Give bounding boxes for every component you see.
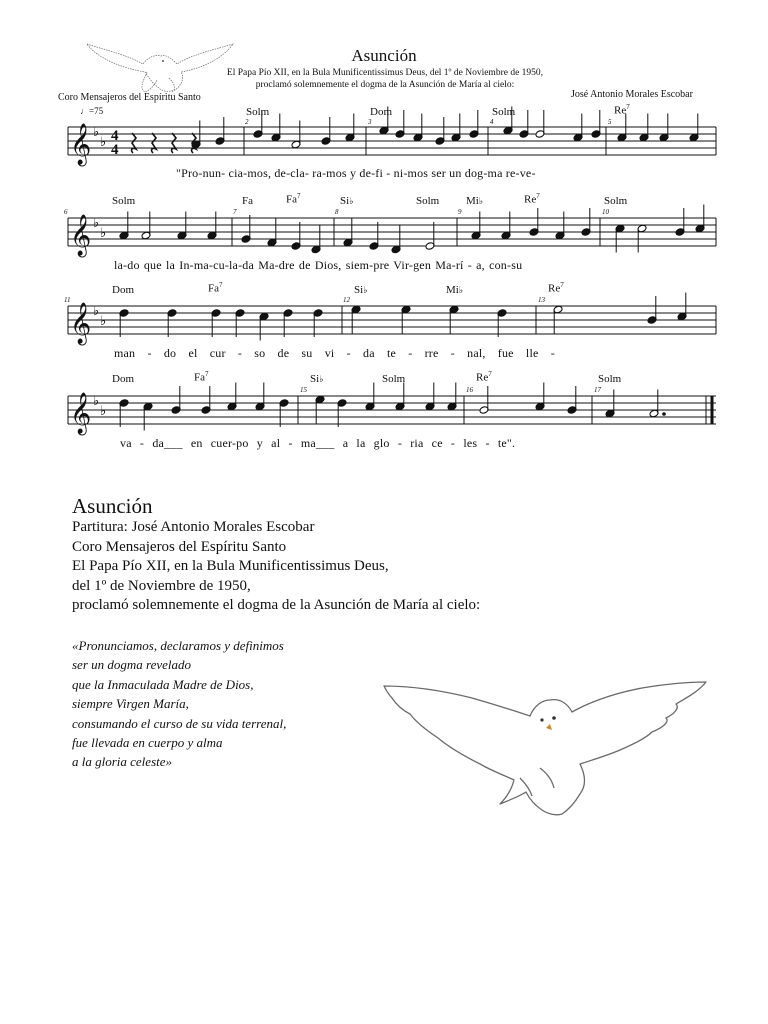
lyrics-line-4: va - da___ en cuer-po y al - ma___ a la glo - ria ce - les - te". bbox=[120, 436, 516, 450]
quote-line: ser un dogma revelado bbox=[72, 657, 192, 673]
chord-symbol: Dom bbox=[370, 106, 392, 118]
svg-text:4: 4 bbox=[111, 142, 119, 158]
quarter-rest bbox=[132, 133, 136, 153]
treble-clef-icon: 𝄞 bbox=[70, 303, 92, 344]
document-line: proclamó solemnemente el dogma de la Asunción de María al cielo: bbox=[72, 597, 481, 613]
quote-line: siempre Virgen María, bbox=[72, 696, 189, 712]
chord-symbol: Re$^7$ bbox=[548, 281, 564, 295]
chord-symbol: Fa$^7$ bbox=[194, 370, 209, 384]
treble-clef-icon: 𝄞 bbox=[70, 393, 92, 434]
dot bbox=[663, 413, 666, 416]
chord-symbol: Re$^7$ bbox=[524, 192, 540, 206]
quote-line: consumando el curso de su vida terrenal, bbox=[72, 715, 287, 731]
bar-number: 6 bbox=[64, 208, 68, 216]
chord-symbol: Solm bbox=[598, 373, 622, 385]
chord-symbol: Solm bbox=[604, 195, 628, 207]
chord-symbol: Re$^7$ bbox=[614, 103, 630, 117]
quote-line: que la Inmaculada Madre de Dios, bbox=[72, 676, 254, 692]
treble-clef-icon: 𝄞 bbox=[70, 215, 92, 256]
tempo-marking: ♩=75 bbox=[80, 106, 104, 116]
svg-text:♭: ♭ bbox=[100, 404, 107, 419]
chord-symbol: Fa$^7$ bbox=[286, 192, 301, 206]
document-line: Partitura: José Antonio Morales Escobar bbox=[72, 519, 315, 535]
staff-system-4 bbox=[68, 396, 716, 424]
music-staff-area bbox=[0, 0, 768, 470]
chord-symbol: Mi♭ bbox=[446, 284, 464, 296]
svg-text:♭: ♭ bbox=[93, 125, 100, 140]
document-line: del 1º de Noviembre de 1950, bbox=[72, 577, 251, 594]
score-title: Asunción bbox=[351, 46, 417, 65]
svg-text:♭: ♭ bbox=[93, 216, 100, 231]
lyrics-line-1: "Pro-nun- cia-mos, de-cla- ra-mos y de-fi - ni-mos ser un dog-ma re-ve- bbox=[176, 166, 536, 180]
bar-number: 16 bbox=[466, 386, 473, 394]
chord-symbol: Fa bbox=[242, 195, 253, 207]
bar-number: 12 bbox=[343, 296, 350, 304]
bar-number: 5 bbox=[608, 118, 612, 126]
chord-symbol: Solm bbox=[246, 106, 270, 118]
svg-text:♭: ♭ bbox=[93, 394, 100, 409]
svg-text:4: 4 bbox=[111, 128, 119, 144]
chord-symbol: Solm bbox=[112, 195, 136, 207]
staff-system-3 bbox=[68, 306, 716, 334]
bar-number: 11 bbox=[64, 296, 71, 304]
chord-symbol: Solm bbox=[382, 373, 406, 385]
document-title: Asunción bbox=[72, 494, 153, 518]
quarter-rest bbox=[172, 133, 176, 153]
time-signature bbox=[111, 128, 119, 158]
staff-system-1 bbox=[68, 127, 716, 155]
bar-number: 4 bbox=[490, 118, 494, 126]
document-line: Coro Mensajeros del Espíritu Santo bbox=[72, 538, 287, 555]
lyrics-line-2: la-do que la In-ma-cu-la-da Ma-dre de Dios, siem-pre Vir-gen Ma-rí - a, con-su bbox=[114, 258, 523, 272]
treble-clef-icon: 𝄞 bbox=[70, 124, 92, 165]
chord-symbol: Fa$^7$ bbox=[208, 281, 223, 295]
chord-symbol: Dom bbox=[112, 373, 134, 385]
chord-symbol: Solm bbox=[492, 106, 516, 118]
chord-symbol: Si♭ bbox=[310, 373, 324, 385]
score-intro-text: El Papa Pío XII, en la Bula Munificentissimus Deus, del 1º de Noviembre de 1950, proclamó solemnemente el dogma de la Asunción de María al cielo: bbox=[226, 68, 544, 90]
bar-number: 10 bbox=[602, 208, 609, 216]
score-choir-name: Coro Mensajeros del Espíritu Santo bbox=[58, 92, 201, 103]
bar-number: 13 bbox=[538, 296, 545, 304]
svg-text:♭: ♭ bbox=[100, 135, 107, 150]
bar-number: 2 bbox=[245, 118, 249, 126]
score-composer-name: José Antonio Morales Escobar bbox=[571, 89, 693, 100]
document-body bbox=[72, 518, 480, 616]
chord-symbol: Re$^7$ bbox=[476, 370, 492, 384]
document-line: El Papa Pío XII, en la Bula Munificentissimus Deus, bbox=[72, 558, 389, 574]
svg-text:♭: ♭ bbox=[93, 304, 100, 319]
chord-symbol: Si♭ bbox=[340, 195, 354, 207]
quarter-rest bbox=[152, 133, 156, 153]
bar-number: 8 bbox=[335, 208, 339, 216]
bar-number: 7 bbox=[233, 208, 237, 216]
bar-number: 17 bbox=[594, 386, 601, 394]
lyrics-line-3: man - do el cur - so de su vi - da te - rre - nal, fue lle - bbox=[114, 346, 555, 360]
quote-line: a la gloria celeste» bbox=[72, 754, 173, 770]
quote-line: fue llevada en cuerpo y alma bbox=[72, 735, 223, 751]
bar-number: 15 bbox=[300, 386, 307, 394]
bar-number: 9 bbox=[458, 208, 462, 216]
chord-symbol: Solm bbox=[416, 195, 440, 207]
svg-text:♭: ♭ bbox=[100, 314, 107, 329]
chord-symbol: Mi♭ bbox=[466, 195, 484, 207]
chord-symbol: Dom bbox=[112, 284, 134, 296]
dogma-quote bbox=[72, 636, 286, 772]
quote-line: «Pronunciamos, declaramos y definimos bbox=[72, 638, 284, 653]
dove-large-icon bbox=[380, 664, 710, 824]
svg-text:♭: ♭ bbox=[100, 226, 107, 241]
chord-symbol: Si♭ bbox=[354, 284, 368, 296]
bar-number: 3 bbox=[368, 118, 372, 126]
key-signature-flats bbox=[93, 125, 106, 419]
